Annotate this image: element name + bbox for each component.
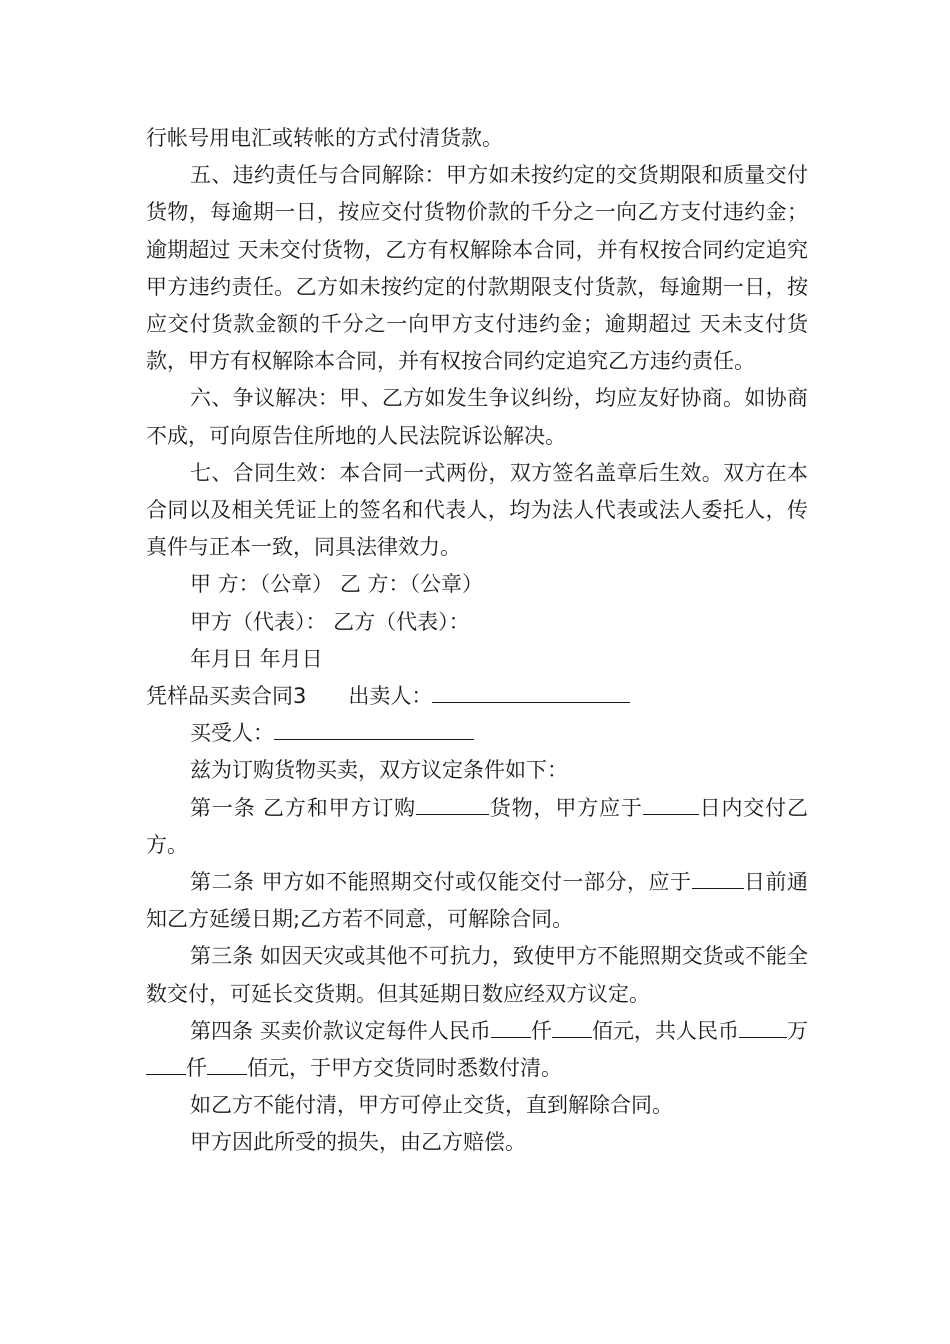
article-4-text-c: 佰元，共人民币 [591,1018,739,1043]
total-tenthousand-blank [739,1019,787,1038]
intro-line: 兹为订购货物买卖，双方议定条件如下： [190,758,568,783]
contract-title-line [146,678,808,715]
seller-label: 出卖人： [348,684,433,709]
buyer-line [146,715,808,752]
paragraph-contract-effect: 七、合同生效：本合同一式两份，双方签名盖章后生效。双方在本合同以及相关凭证上的签名和代表人，均为法人代表或法人委托人，传真件与正本一致，同具法律效力。 [146,460,808,560]
signature-seal-line: 甲 方：（公章） 乙 方：（公章） [190,572,484,597]
signature-date-line: 年月日 年月日 [190,646,323,671]
notice-days-blank [692,870,744,889]
article-4-text-b: 仟 [530,1018,552,1043]
article-3: 第三条 如因天灾或其他不可抗力，致使甲方不能照期交货或不能全数交付，可延长交货期。但其延期日数应经双方议定。 [146,944,808,1006]
price-thousand-blank [491,1019,531,1038]
seller-blank [432,684,630,703]
paragraph-stop-delivery: 如乙方不能付清，甲方可停止交货，直到解除合同。 [190,1093,673,1118]
days-blank [643,796,699,815]
article-1 [146,790,808,864]
buyer-blank [274,721,474,740]
total-hundred-blank [207,1056,247,1075]
article-4-text-e: 仟 [186,1056,207,1081]
goods-blank [416,796,489,815]
article-2-text-b: 日前通知乙方延缓日期;乙方若不同意，可解除合同。 [146,870,808,932]
price-hundred-blank [552,1019,592,1038]
paragraph-breach-liability: 五、违约责任与合同解除：甲方如未按约定的交货期限和质量交付货物，每逾期一日，按应交付货物价款的千分之一向乙方支付违约金；逾期超过 天未交付货物，乙方有权解除本合同，并有权按合同约定追究甲方违约责任。乙方如未按约定的付款期限支付货款，每逾期一日，按应交付货款金额的千分之一向甲方支付违约金；逾期超过 天未支付货款，甲方有权解除本合同，并有权按合同约定追究乙方违约责任。 [146,163,808,374]
paragraph-payment-method: 行帐号用电汇或转帐的方式付清货款。 [146,126,503,150]
article-4-text-d: 万 [787,1018,809,1043]
article-4-text-f: 佰元，于甲方交货同时悉数付清。 [247,1056,562,1081]
article-1-text-b: 货物，甲方应于 [488,795,643,820]
buyer-label: 买受人： [190,721,274,746]
article-4-text-a: 第四条 买卖价款议定每件人民币 [190,1018,491,1043]
total-thousand-blank [146,1056,186,1075]
paragraph-dispute-resolution: 六、争议解决：甲、乙方如发生争议纠纷，均应友好协商。如协商不成，可向原告住所地的人民法院诉讼解决。 [146,386,808,448]
paragraph-compensation: 甲方因此所受的损失，由乙方赔偿。 [190,1130,526,1155]
article-2 [146,864,808,938]
document-body [146,120,808,1162]
article-1-text-c: 日内交付乙方。 [146,795,808,857]
article-1-text-a: 第一条 乙方和甲方订购 [190,795,416,820]
article-4 [146,1013,808,1087]
contract-title: 凭样品买卖合同3 [146,684,307,709]
signature-representative-line: 甲方（代表）： 乙方（代表）： [190,609,470,634]
article-2-text-a: 第二条 甲方如不能照期交付或仅能交付一部分，应于 [190,870,692,895]
